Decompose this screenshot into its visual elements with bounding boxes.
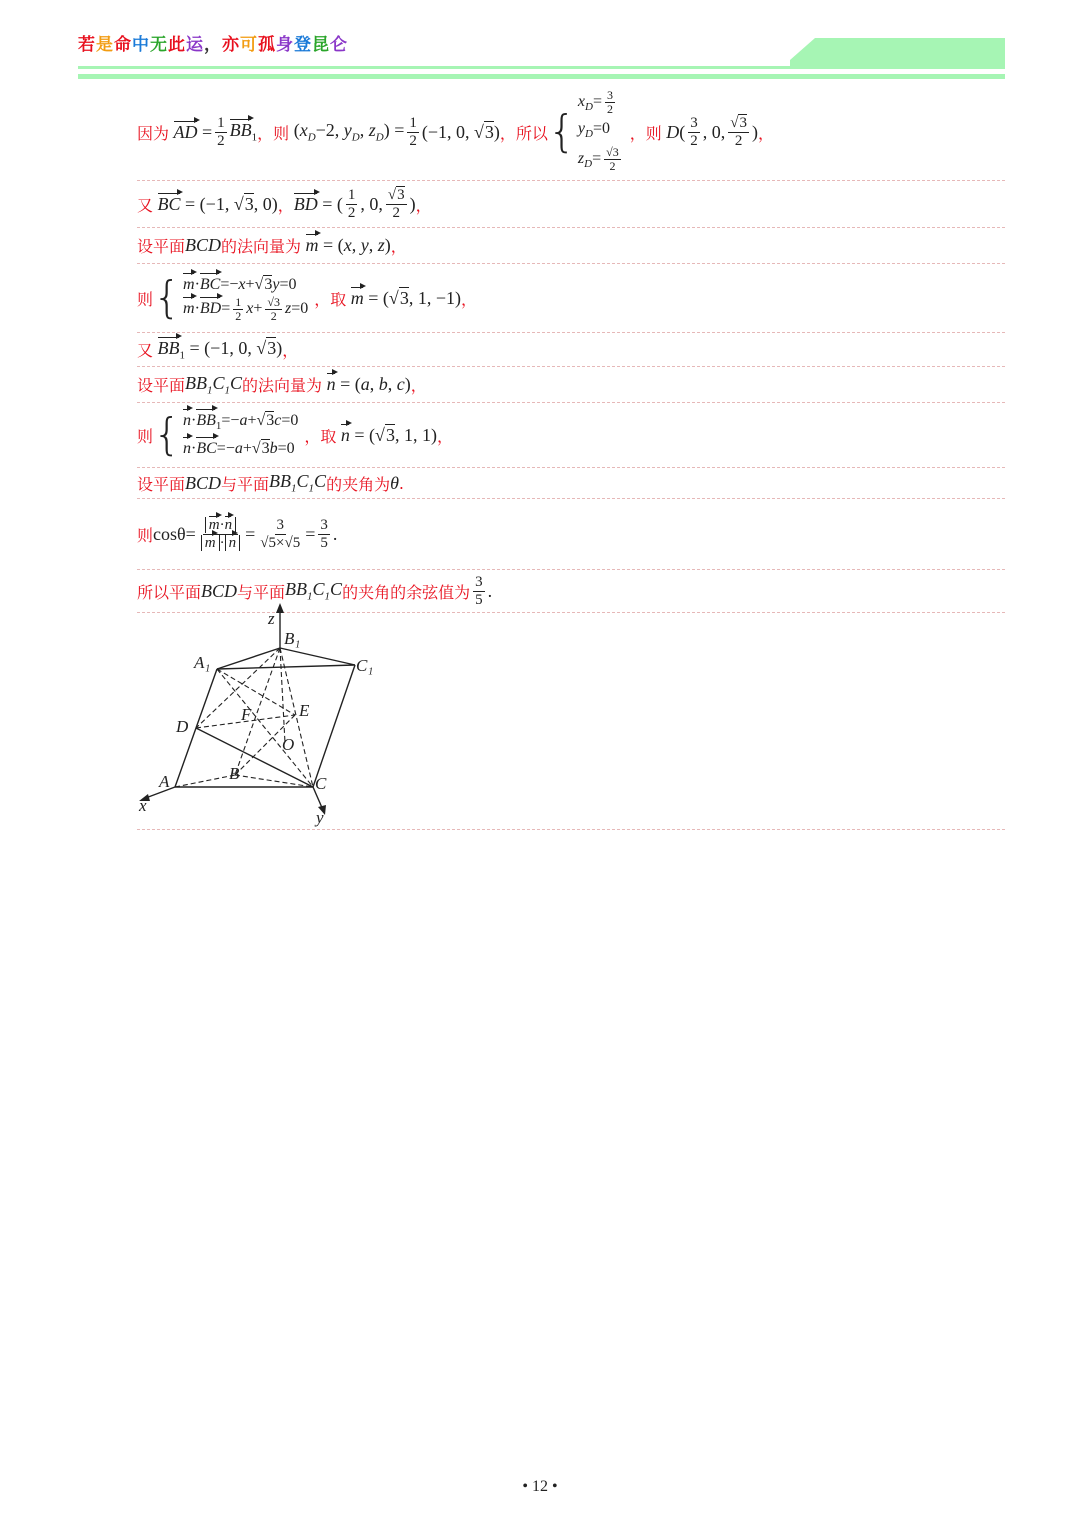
motto-char: 中 bbox=[132, 35, 150, 55]
fig-label-f: F bbox=[241, 705, 252, 724]
header-band bbox=[78, 36, 1005, 80]
line-2: 又 BC = (−1, √3, 0) ， BD = ( $\frac{1}{2}$ , 0, $\frac{√3}{2}$ ) ， bbox=[137, 181, 1005, 228]
fig-label-b: B bbox=[229, 764, 240, 783]
fig-label-c1: C₁ bbox=[356, 656, 374, 675]
line-1: 因为 AD = $\frac{1}{2}$ $BB_1$ ，则 ($x_D-2$, $y_D$, $z_D$) = $\frac{1}{2}$ (−1, 0, √3) ，所以 { $x_D=$ $\frac{3}{2}$ $y_D=0$ $z_D=$ $\frac{√3}{2}$ ，则 D( $\frac{3}{2}$ , 0, $\frac{√3}{2}$ ) ， bbox=[137, 84, 1005, 181]
page-number: • 12 • bbox=[522, 1478, 558, 1495]
motto-char: 此 bbox=[168, 35, 186, 55]
system-m: m·BC=−x+√3y=0 m·BD= $\frac{1}{2}$ x+ $\frac{√3}{2}$ z=0 bbox=[183, 275, 309, 323]
fig-label-o: O bbox=[282, 735, 295, 754]
text-because: 因为 bbox=[137, 123, 170, 143]
system-d-coords: $x_D=$ $\frac{3}{2}$ $y_D=0$ $z_D=$ $\frac{√3}{2}$ bbox=[577, 88, 619, 173]
motto-char: 若 bbox=[78, 35, 96, 55]
fig-label-c: C bbox=[315, 774, 327, 793]
fig-label-x: x bbox=[139, 796, 147, 815]
line-6: 设平面 $BB_1C_1C$ 的法向量为 n = (a, b, c) ， bbox=[137, 367, 1005, 403]
fig-label-y: y bbox=[316, 808, 324, 827]
line-4: 则 { m·BC=−x+√3y=0 m·BD= $\frac{1}{2}$ x+ $\frac{√3}{2}$ z=0 ，取 m = (√3, 1, −1) ， bbox=[137, 264, 1005, 333]
motto-char: 是 bbox=[96, 35, 114, 55]
system-n: $n\cdot BB_1=-a+√3c=0$ n·BC=−a+√3b=0 bbox=[183, 410, 298, 459]
line-5: 又 $BB_1 = (-1$, 0, √3) ， bbox=[137, 333, 1005, 367]
geometry-figure bbox=[135, 603, 395, 828]
motto-char: ， bbox=[204, 35, 222, 55]
line-10: 所以平面 BCD 与平面 $BB_1C_1C$ 的夹角的余弦值为 $\frac{3}{5}$ . bbox=[137, 570, 1005, 613]
motto-char: 无 bbox=[150, 35, 168, 55]
fig-label-z: z bbox=[268, 609, 275, 628]
motto-char: 可 bbox=[240, 35, 258, 55]
header-rule-top bbox=[78, 66, 1005, 69]
fig-label-d: D bbox=[176, 717, 189, 736]
solution-content bbox=[137, 84, 1005, 613]
motto-char: 运 bbox=[186, 35, 204, 55]
frac-half: $\frac{1}{2}$ bbox=[217, 114, 225, 149]
line-7: 则 { $n\cdot BB_1=-a+√3c=0$ n·BC=−a+√3b=0 ，取 n = (√3, 1, 1) ， bbox=[137, 403, 1005, 468]
fig-label-e: E bbox=[299, 701, 310, 720]
line-8: 设平面 BCD 与平面 $BB_1C_1C$ 的夹角为 θ . bbox=[137, 468, 1005, 499]
header-tab-shape bbox=[790, 38, 1005, 66]
line-9: 则 cosθ = $\frac{m\cdot n}{m \cdot n}$ = $\frac{3}{√5\times√5}$ = $\frac{3}{5}$ . bbox=[137, 499, 1005, 570]
motto-char: 亦 bbox=[222, 35, 240, 55]
header-rule-bottom bbox=[78, 74, 1005, 79]
motto-char: 仑 bbox=[330, 35, 348, 55]
fig-label-b1: B₁ bbox=[284, 629, 301, 648]
figure-separator bbox=[137, 829, 1005, 830]
line-3: 设平面 BCD 的法向量为 m = (x, y, z) ， bbox=[137, 228, 1005, 264]
motto-char: 登 bbox=[294, 35, 312, 55]
fig-label-a: A bbox=[159, 772, 170, 791]
motto-char: 昆 bbox=[312, 35, 330, 55]
motto-char: 身 bbox=[276, 35, 294, 55]
motto-char: 命 bbox=[114, 35, 132, 55]
motto-char: 孤 bbox=[258, 35, 276, 55]
fig-label-a1: A₁ bbox=[194, 653, 211, 672]
